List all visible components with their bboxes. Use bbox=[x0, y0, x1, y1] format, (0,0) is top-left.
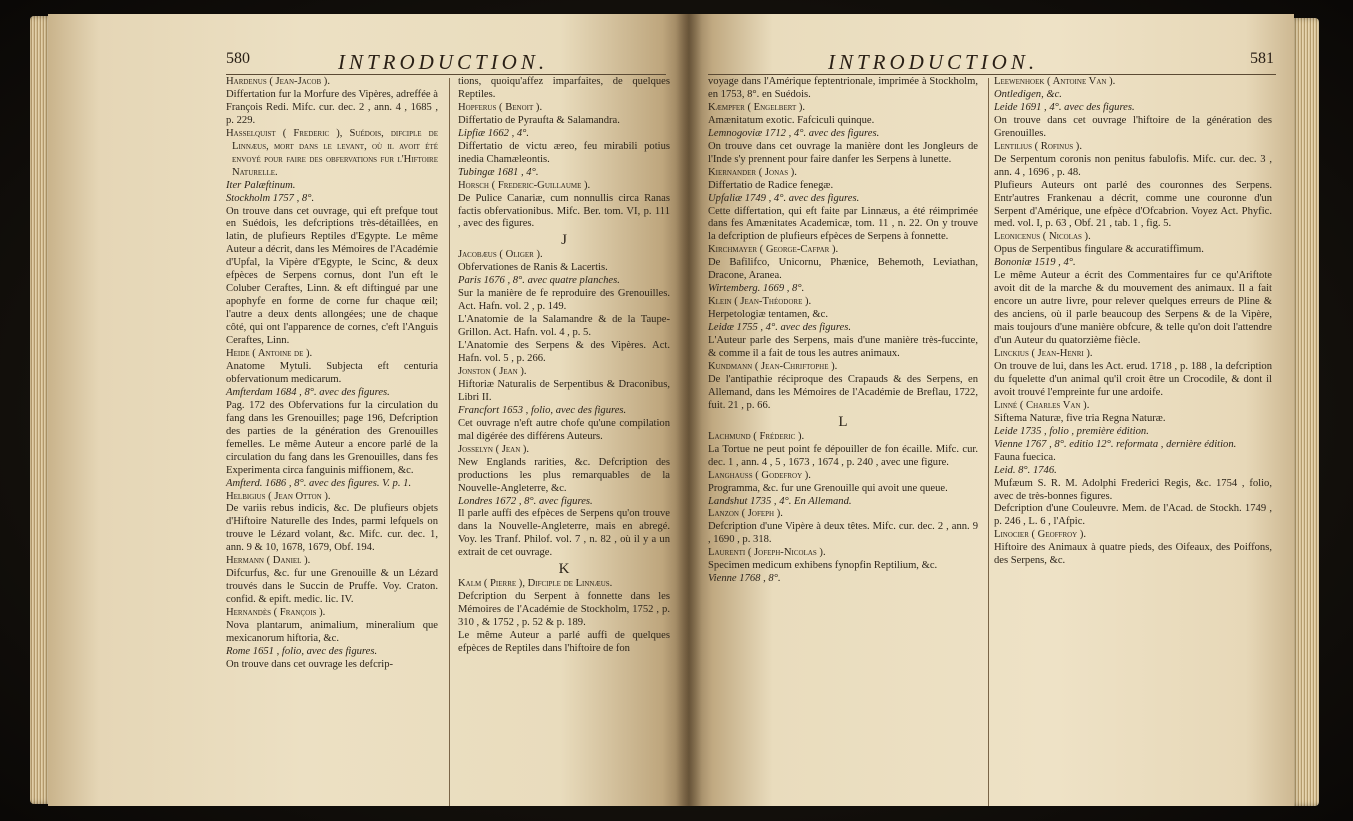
paragraph: Leidæ 1755 , 4°. avec des figures. bbox=[708, 322, 852, 334]
section-letter: J bbox=[561, 232, 567, 249]
paragraph: Defcription d'une Couleuvre. Mem. de l'Acad. de Stockh. 1749 , p. 246 , L. 6 , l'Afpic. bbox=[994, 503, 1272, 528]
paragraph: Differtatio de Pyraufta & Salamandra. bbox=[458, 114, 620, 126]
entry-heading: Leewenhoek ( Antoine Van ). bbox=[994, 76, 1116, 87]
entry-heading: Hardenus ( Jean-Jacob ). bbox=[226, 76, 330, 87]
paragraph: Differtatio de victu æreo, feu mirabili potius inedia Chamæleontis. bbox=[458, 140, 670, 165]
paragraph: Francfort 1653 , folio, avec des figures. bbox=[458, 404, 627, 416]
paragraph: Le même Auteur a écrit des Commentaires fur ce qu'Ariftote avoit dit de la marche & du mouvement des animaux. Il a fait encore un autre livre, pour relever quelques erreurs de Pline & des anciens, où il parle beaucoup des Serpens & de la Vipère, mais toujours d'une manière obfcure, & telle qu'on doit l'attendre d'un Auteur du quatorzième fiècle. bbox=[994, 270, 1272, 347]
paragraph: De Serpentum coronis non penitus fabulofis. Mifc. cur. dec. 3 , ann. 4 , 1696 , p. 48. bbox=[994, 153, 1272, 178]
entry-heading: Kundmann ( Jean-Chriftophe ). bbox=[708, 360, 838, 372]
paragraph: L'Anatomie de la Salamandre & de la Taupe-Grillon. Act. Hafn. vol. 4 , p. 5. bbox=[458, 314, 670, 339]
entry-heading: Hermann ( Daniel ). bbox=[226, 555, 311, 567]
paragraph: Lemnogoviæ 1712 , 4°. avec des figures. bbox=[708, 127, 880, 139]
paragraph: Siftema Naturæ, five tria Regna Naturæ. bbox=[994, 412, 1166, 424]
entry-heading: Heide ( Antoine de ). bbox=[226, 348, 313, 360]
paragraph: Vienne 1768 , 8°. bbox=[708, 573, 781, 585]
paragraph: Le même Auteur a parlé auffi de quelques efpèces de Reptiles dans l'hiftoire de fon bbox=[458, 630, 670, 654]
paragraph: Hiftoriæ Naturalis de Serpentibus & Draconibus, Libri II. bbox=[458, 378, 670, 403]
paragraph: De Bafilifco, Unicornu, Phænice, Behemoth, Leviathan, Dracone, Aranea. bbox=[708, 257, 978, 282]
paragraph: Leide 1691 , 4°. avec des figures. bbox=[994, 101, 1135, 113]
paragraph: Specimen medicum exhibens fynopfin Reptilium, &c. bbox=[708, 560, 938, 572]
column-divider bbox=[988, 78, 989, 806]
paragraph: Differtation fur la Morfure des Vipères, adreffée à François Redi. Mifc. cur. dec. 2 , ann. 4 , 1685 , p. 229. bbox=[226, 88, 438, 126]
paragraph: Upfaliæ 1749 , 4°. avec des figures. bbox=[708, 192, 860, 204]
page-number: 580 bbox=[226, 50, 250, 67]
entry-heading: Jacobæus ( Oliger ). bbox=[458, 249, 543, 261]
paragraph: Obfervationes de Ranis & Lacertis. bbox=[458, 262, 608, 274]
entry-heading: Lanzon ( Jofeph ). bbox=[708, 508, 783, 520]
paragraph: voyage dans l'Amérique feptentrionale, imprimée à Stockholm, en 1753, 8°. en Suédois. bbox=[708, 76, 978, 100]
entry-heading: Josselyn ( Jean ). bbox=[458, 443, 530, 455]
paragraph: On trouve dans cet ouvrage l'hiftoire de la génération des Grenouilles. bbox=[994, 114, 1272, 139]
paragraph: Leid. 8°. 1746. bbox=[994, 464, 1057, 476]
paragraph: De l'antipathie réciproque des Crapauds & des Serpens, en Allemand, dans les Mémoires de l'Académie de Breflau, 1722, fuit. 21 , p. 66. bbox=[708, 373, 978, 411]
entry-heading: Klein ( Jean-Théodore ). bbox=[708, 296, 812, 308]
paragraph: Wirtemberg. 1669 , 8°. bbox=[708, 283, 805, 295]
paragraph: Opus de Serpentibus fingulare & accuratiffimum. bbox=[994, 244, 1204, 256]
paragraph: tions, quoiqu'affez imparfaites, de quelques Reptiles. bbox=[458, 76, 670, 100]
paragraph: On trouve de lui, dans les Act. erud. 1718 , p. 188 , la defcription du fquelette d'un animal qu'il croit être un Crocodile, & dont il avoit trouvé l'empreinte fur une ardoife. bbox=[994, 360, 1272, 398]
paragraph: Iter Palæftinum. bbox=[226, 179, 296, 191]
paragraph: Landshut 1735 , 4°. En Allemand. bbox=[708, 495, 852, 507]
entry-heading: Kiernander ( Jonas ). bbox=[708, 166, 797, 178]
paragraph: On trouve dans cet ouvrage les defcrip- bbox=[226, 658, 394, 670]
entry-heading: Kæmpfer ( Engelbert ). bbox=[708, 101, 806, 113]
paragraph: Leide 1735 , folio , première édition. bbox=[994, 425, 1149, 437]
paragraph: La Tortue ne peut point fe dépouiller de fon écaille. Mifc. cur. dec. 1 , ann. 4 , 5 , 1673 , 1674 , p. 240 , avec une figure. bbox=[708, 443, 978, 468]
running-head: INTRODUCTION. bbox=[828, 50, 1039, 74]
paragraph: Fauna fuecica. bbox=[994, 451, 1056, 463]
paragraph: De Pulice Canariæ, cum nonnullis circa Ranas factis obfervationibus. Mifc. Ber. tom. VI, p. 111 , avec des figures. bbox=[458, 192, 670, 230]
paragraph: Vienne 1767 , 8°. editio 12°. reformata , dernière édition. bbox=[994, 438, 1237, 450]
page-edges-right bbox=[1291, 18, 1319, 806]
paragraph: Amfterd. 1686 , 8°. avec des figures. V. p. 1. bbox=[226, 477, 412, 489]
paragraph: Defcription du Serpent à fonnette dans les Mémoires de l'Académie de Stockholm, 1752 , p. 310 , & 1752 , p. 52 & p. 189. bbox=[458, 591, 670, 629]
entry-heading: Laurenti ( Jofeph-Nicolas ). bbox=[708, 547, 826, 559]
paragraph: Londres 1672 , 8°. avec figures. bbox=[458, 495, 593, 507]
paragraph: Cette differtation, qui eft faite par Linnæus, a été réimprimée dans fes Amænitates Academicæ, tom. 11 , n. 22. On y trouve la defcription de plufieurs efpèces de Serpens à fonnette. bbox=[708, 205, 978, 243]
paragraph: Pag. 172 des Obfervations fur la circulation du fang dans les Grenouilles; page 196, Defcription des parties de la génération des Grenouilles femelles. Le même Auteur a encore parlé de la circulation du fang dans les Grenouilles, dans fes Experimenta circa fanguinis miffionem, &c. bbox=[226, 399, 438, 476]
column-divider bbox=[449, 78, 450, 806]
header-rule bbox=[226, 74, 666, 75]
section-letter: K bbox=[558, 561, 570, 578]
running-head: INTRODUCTION. bbox=[338, 50, 549, 74]
entry-heading: Kalm ( Pierre ), Difciple de Linnæus. bbox=[458, 578, 613, 590]
entry-heading: Kirchmayer ( George-Cafpar ). bbox=[708, 244, 839, 256]
paragraph: Il parle auffi des efpèces de Serpens qu'on trouve dans la Nouvelle-Angleterre, mais en abregé. Voy. les Tranf. Philof. vol. 7 , n. 82 , où il y a un extrait de cet ouvrage. bbox=[458, 508, 670, 559]
entry-heading: Linckius ( Jean-Henri ). bbox=[994, 348, 1093, 360]
text-column-1 bbox=[708, 76, 978, 586]
entry-heading: Linocier ( Geoffroy ). bbox=[994, 529, 1087, 541]
paragraph: Bononiæ 1519 , 4°. bbox=[994, 257, 1076, 269]
paragraph: Rome 1651 , folio, avec des figures. bbox=[226, 645, 378, 657]
entry-heading: Lentilius ( Rofinus ). bbox=[994, 140, 1082, 152]
paragraph: Difcurfus, &c. fur une Grenouille & un Lézard trouvés dans le Succin de Pruffe. Voy. Craton. confid. & epift. medic. lic. IV. bbox=[226, 568, 438, 606]
paragraph: Stockholm 1757 , 8°. bbox=[226, 192, 315, 204]
left-page bbox=[48, 14, 688, 806]
book-gutter bbox=[676, 14, 702, 806]
paragraph: Anatome Mytuli. Subjecta eft centuria obfervationum medicarum. bbox=[226, 360, 438, 385]
entry-heading: Langhauss ( Godefroy ). bbox=[708, 469, 811, 481]
paragraph: Ontledigen, &c. bbox=[994, 88, 1062, 100]
paragraph: Hiftoire des Animaux à quatre pieds, des Oifeaux, des Poiffons, des Serpens, &c. bbox=[994, 542, 1272, 567]
section-letter: L bbox=[838, 413, 848, 430]
paragraph: Differtatio de Radice fenegæ. bbox=[708, 179, 834, 191]
paragraph: Programma, &c. fur une Grenouille qui avoit une queue. bbox=[708, 482, 948, 494]
paragraph: Amænitatum exotic. Fafciculi quinque. bbox=[708, 114, 875, 126]
paragraph: On trouve dans cet ouvrage la manière dont les Jongleurs de l'Inde s'y prennent pour faire danfer les Serpens à lunette. bbox=[708, 140, 978, 165]
paragraph: De variis rebus indicis, &c. De plufieurs objets d'Hiftoire Naturelle des Indes, parmi lefquels on trouve le Lézard volant, &c. Mifc. cur. dec. 1, ann. 9 & 10, 1678, 1679, Obf. 194. bbox=[226, 503, 438, 554]
entry-heading: Linné ( Charles Van ). bbox=[994, 399, 1090, 411]
entry-heading: Horsch ( Frederic-Guillaume ). bbox=[458, 179, 591, 191]
paragraph: Sur la manière de fe reproduire des Grenouilles. Act. Hafn. vol. 2 , p. 149. bbox=[458, 288, 670, 313]
paragraph: L'Auteur parle des Serpens, mais d'une manière très-fuccinte, & comme il a fait de tous les autres animaux. bbox=[708, 335, 978, 360]
paragraph: Paris 1676 , 8°. avec quatre planches. bbox=[458, 275, 620, 287]
right-page bbox=[688, 14, 1294, 806]
entry-heading: Jonston ( Jean ). bbox=[458, 365, 527, 377]
paragraph: Nova plantarum, animalium, mineralium que mexicanorum hiftoria, &c. bbox=[226, 620, 438, 644]
entry-heading: Hasselquist ( Frederic ), Suédois, difciple de Linnæus, mort dans le levant, où il avoit été envoyé pour faire des obfervations fur l'Hiftoire Naturelle. bbox=[226, 127, 438, 178]
paragraph: Herpetologiæ tentamen, &c. bbox=[708, 309, 829, 321]
paragraph: Defcription d'une Vipère à deux têtes. Mifc. cur. dec. 2 , ann. 9 , 1690 , p. 318. bbox=[708, 521, 978, 546]
header-rule bbox=[708, 74, 1276, 75]
text-column-2 bbox=[994, 76, 1272, 568]
entry-heading: Lachmund ( Fréderic ). bbox=[708, 430, 805, 442]
paragraph: Tubingæ 1681 , 4°. bbox=[458, 166, 539, 178]
paragraph: Cet ouvrage n'eft autre chofe qu'une compilation mal digérée des différens Auteurs. bbox=[458, 417, 670, 442]
text-column-2 bbox=[458, 76, 670, 656]
entry-heading: Hopferus ( Benoit ). bbox=[458, 101, 543, 113]
paragraph: On trouve dans cet ouvrage, qui eft prefque tout en Suédois, les defcriptions très-détaillées, en latin, de plufieurs Reptiles d'Egypte. Le même Auteur a décrit, dans les Mémoires de l'Académie d'Upfal, la Vipère d'Egypte, le Scinc, & deux efpèces de Serpens cornus, dont l'un eft le Coluber Ceraftes, Linn. & eft diftingué par une apophyfe en forme de corne fur chaque œil; l'autre a deux dents allongées; une de chaque côté, qui ont l'apparence de cornes, c'eft l'Anguis Ceraftes, Linn. bbox=[226, 205, 438, 347]
page-number: 581 bbox=[1250, 50, 1274, 67]
entry-heading: Hernandès ( François ). bbox=[226, 607, 326, 619]
text-column-1 bbox=[226, 76, 438, 672]
paragraph: Mufæum S. R. M. Adolphi Frederici Regis, &c. 1754 , folio, avec de très-bonnes figures. bbox=[994, 477, 1272, 502]
paragraph: L'Anatomie des Serpens & des Vipères. Act. Hafn. vol. 5 , p. 266. bbox=[458, 340, 670, 365]
paragraph: Lipfiæ 1662 , 4°. bbox=[458, 127, 530, 139]
paragraph: New Englands rarities, &c. Defcription des productions les plus remarquables de la Nouvelle-Angleterre, &c. bbox=[458, 456, 670, 494]
entry-heading: Helbigius ( Jean Otton ). bbox=[226, 490, 331, 502]
entry-heading: Leonicenus ( Nicolas ). bbox=[994, 231, 1091, 243]
paragraph: Plufieurs Auteurs ont parlé des couronnes des Serpens. Entr'autres Frankenau a décrit, comme une couronne d'un Serpent d'Amérique, une efpèce d'Ofcabrion. Voyez Act. Phyfic. med. vol. I, p. 63 , Obf. 21 , tab. 1 , fig. 5. bbox=[994, 179, 1272, 230]
paragraph: Amfterdam 1684 , 8°. avec des figures. bbox=[226, 386, 390, 398]
